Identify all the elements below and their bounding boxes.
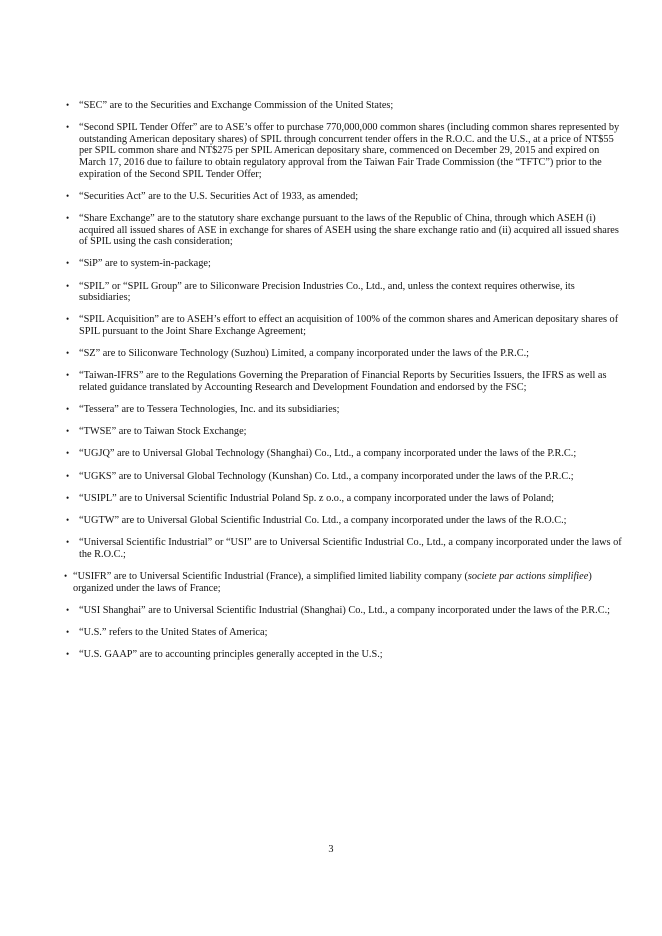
definition-item-usi bbox=[66, 537, 626, 560]
definition-text: “UGJQ” are to Universal Global Technology (Shanghai) Co., Ltd., a company incorporated under the laws of the P.R.C.; bbox=[79, 448, 577, 460]
definition-text: “Share Exchange” are to the statutory share exchange pursuant to the laws of the Republic of China, through which ASEH (i) acquired all issued shares of ASE in exchange for shares of ASEH using the share exchange ratio and (ii) acquired all issued shares of SPIL using the cash consideration; bbox=[79, 212, 619, 248]
definition-text-tail: ) organized under the laws of France; bbox=[73, 570, 592, 594]
definition-item-usi-shanghai bbox=[66, 605, 626, 617]
definition-item-share-exchange bbox=[66, 213, 626, 248]
bullet-icon: • bbox=[66, 604, 70, 615]
definition-item-second-spil-tender-offer bbox=[66, 122, 626, 180]
definition-item-ugtw bbox=[66, 515, 626, 527]
definition-item-spil-acquisition bbox=[66, 314, 626, 337]
definition-text: “SEC” are to the Securities and Exchange Commission of the United States; bbox=[79, 100, 394, 111]
bullet-icon: • bbox=[66, 448, 70, 459]
definition-item-sz bbox=[66, 348, 626, 360]
definition-text: “USIFR” are to Universal Scientific Industrial (France), a simplified limited liability company ( bbox=[73, 570, 468, 582]
bullet-icon: • bbox=[64, 570, 68, 581]
bullet-icon: • bbox=[66, 404, 70, 415]
bullet-icon: • bbox=[66, 348, 70, 359]
definition-text: “UGTW” are to Universal Global Scientific Industrial Co. Ltd., a company incorporated under the laws of the R.O.C.; bbox=[79, 514, 567, 526]
bullet-icon: • bbox=[66, 100, 70, 110]
bullet-icon: • bbox=[66, 280, 70, 291]
definition-item-taiwan-ifrs bbox=[66, 370, 626, 393]
definition-item-spil bbox=[66, 281, 626, 304]
definition-text: “USIPL” are to Universal Scientific Industrial Poland Sp. z o.o., a company incorporated under the laws of Poland; bbox=[79, 492, 554, 504]
definition-text: “SPIL Acquisition” are to ASEH’s effort to effect an acquisition of 100% of the common shares and American depositary shares of SPIL pursuant to the Joint Share Exchange Agreement; bbox=[79, 314, 619, 337]
definition-text: “Taiwan-IFRS” are to the Regulations Governing the Preparation of Financial Reports by Securities Issuers, the IFRS as well as related guidance translated by Accounting Research and Development Foundation and endorsed by the FSC; bbox=[79, 370, 607, 393]
definition-item-tessera bbox=[66, 404, 626, 416]
bullet-icon: • bbox=[66, 470, 70, 481]
bullet-icon: • bbox=[66, 258, 70, 269]
definition-text: “UGKS” are to Universal Global Technology (Kunshan) Co. Ltd., a company incorporated under the laws of the P.R.C.; bbox=[79, 470, 574, 482]
definition-text: “U.S.” refers to the United States of America; bbox=[79, 626, 268, 638]
definition-text: “U.S. GAAP” are to accounting principles generally accepted in the U.S.; bbox=[79, 649, 383, 661]
page-number: 3 bbox=[328, 844, 334, 855]
definition-item-us bbox=[66, 627, 626, 639]
bullet-icon: • bbox=[66, 190, 70, 201]
definitions-list bbox=[66, 100, 626, 671]
definition-item-twse bbox=[66, 426, 626, 438]
definition-item-securities-act bbox=[66, 191, 626, 203]
definition-item-sip bbox=[66, 258, 626, 270]
definition-item-us-gaap bbox=[66, 649, 626, 661]
definition-text: “Second SPIL Tender Offer” are to ASE’s offer to purchase 770,000,000 common shares (including common shares represented by outstanding American depositary shares) of SPIL through concurrent tender offers in the R.O.C. and the U.S., at a price of NT$55 per SPIL common share and NT$275 per SPIL American depositary share, commenced on December 29, 2015 and expired on March 17, 2016 due to failure to obtain regulatory approval from the Taiwan Fair Trade Commission (the “TFTC”) prior to the expiration of the Second SPIL Tender Offer; bbox=[79, 122, 620, 180]
bullet-icon: • bbox=[66, 537, 70, 548]
bullet-icon: • bbox=[66, 426, 70, 437]
definition-text: “SZ” are to Siliconware Technology (Suzhou) Limited, a company incorporated under the laws of the P.R.C.; bbox=[79, 348, 530, 360]
bullet-icon: • bbox=[66, 649, 70, 660]
definition-item-ugjq bbox=[66, 448, 626, 460]
bullet-icon: • bbox=[66, 514, 70, 525]
definition-italic-term: societe par actions simplifiee bbox=[467, 570, 589, 582]
bullet-icon: • bbox=[66, 314, 70, 325]
definition-text: “USI Shanghai” are to Universal Scientific Industrial (Shanghai) Co., Ltd., a company incorporated under the laws of the P.R.C.; bbox=[79, 604, 611, 616]
definition-text: “TWSE” are to Taiwan Stock Exchange; bbox=[79, 426, 247, 438]
definition-text: “SiP” are to system-in-package; bbox=[79, 258, 211, 270]
definition-item-ugks bbox=[66, 471, 626, 483]
bullet-icon: • bbox=[66, 370, 70, 381]
bullet-icon: • bbox=[66, 626, 70, 637]
definition-item-usipl bbox=[66, 493, 626, 505]
definition-item-usifr bbox=[64, 571, 626, 594]
definition-text: “Universal Scientific Industrial” or “USI” are to Universal Scientific Industrial Co., Ltd., a company incorporated under the laws of the R.O.C.; bbox=[79, 537, 622, 560]
definition-text: “Tessera” are to Tessera Technologies, Inc. and its subsidiaries; bbox=[79, 404, 340, 416]
bullet-icon: • bbox=[66, 492, 70, 503]
definition-text: “Securities Act” are to the U.S. Securities Act of 1933, as amended; bbox=[79, 190, 359, 202]
definition-item-sec bbox=[66, 100, 626, 112]
definition-text: “SPIL” or “SPIL Group” are to Siliconware Precision Industries Co., Ltd., and, unless the context requires otherwise, its subsidiaries; bbox=[79, 280, 575, 304]
bullet-icon: • bbox=[66, 212, 70, 223]
bullet-icon: • bbox=[66, 122, 70, 133]
